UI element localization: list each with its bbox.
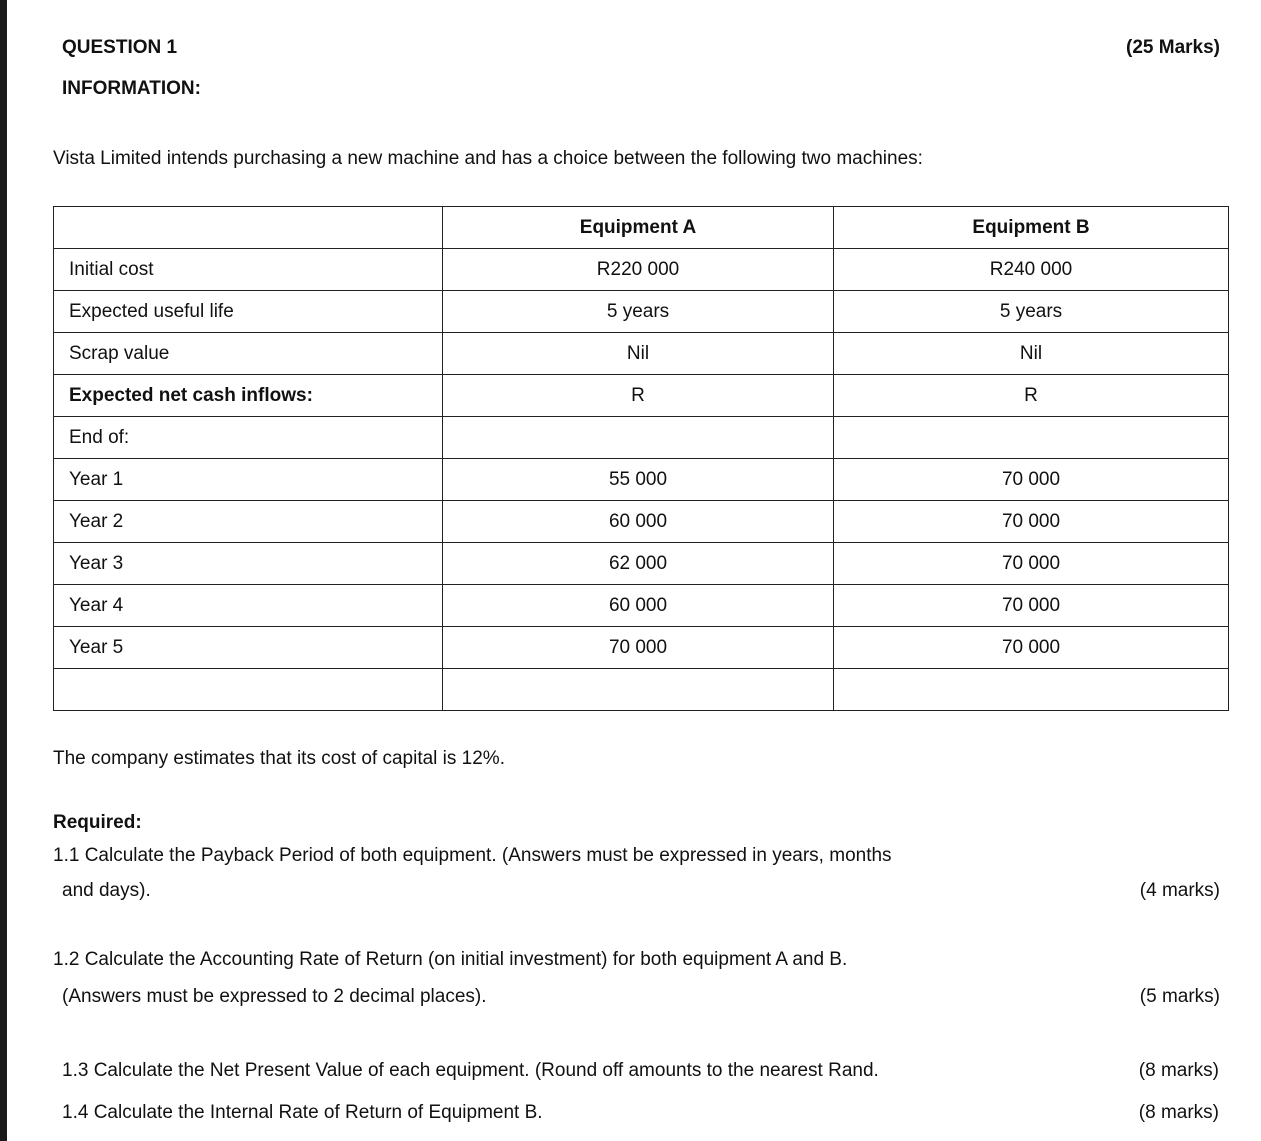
- question-1-2-text: 1.2 Calculate the Accounting Rate of Return (on initial investment) for both equipment A and B.: [53, 949, 848, 970]
- equipment-a-value: [443, 417, 834, 459]
- equipment-a-value: 60 000: [443, 585, 834, 627]
- equipment-b-value: 70 000: [834, 627, 1229, 669]
- question-1-1-text: 1.1 Calculate the Payback Period of both equipment. (Answers must be expressed in years, months: [53, 845, 892, 866]
- equipment-b-value: 70 000: [834, 585, 1229, 627]
- row-label: End of:: [54, 417, 443, 459]
- equipment-a-value: 60 000: [443, 501, 834, 543]
- question-1-1-marks: (4 marks): [1139, 880, 1220, 901]
- table-row: [54, 459, 1229, 501]
- equipment-a-value: R220 000: [443, 249, 834, 291]
- table-header-row: [54, 207, 1229, 249]
- equipment-table: [53, 206, 1229, 711]
- equipment-b-value: 70 000: [834, 543, 1229, 585]
- equipment-a-value: [443, 669, 834, 711]
- table-row: [54, 669, 1229, 711]
- row-label: Scrap value: [54, 333, 443, 375]
- question-1-4-marks: (8 marks): [1138, 1102, 1219, 1123]
- equipment-b-value: Nil: [834, 333, 1229, 375]
- table-header-cell: Equipment A: [443, 207, 834, 249]
- equipment-b-value: 5 years: [834, 291, 1229, 333]
- table-header-cell: Equipment B: [834, 207, 1229, 249]
- equipment-a-value: 55 000: [443, 459, 834, 501]
- equipment-b-value: [834, 669, 1229, 711]
- question-title: QUESTION 1: [62, 37, 178, 58]
- row-label: Year 5: [54, 627, 443, 669]
- question-1-3-marks: (8 marks): [1138, 1060, 1219, 1081]
- row-label: Expected net cash inflows:: [54, 375, 443, 417]
- equipment-a-value: R: [443, 375, 834, 417]
- equipment-b-value: 70 000: [834, 459, 1229, 501]
- equipment-b-value: 70 000: [834, 501, 1229, 543]
- row-label: [54, 669, 443, 711]
- equipment-b-value: [834, 417, 1229, 459]
- table-row: [54, 249, 1229, 291]
- row-label: Year 3: [54, 543, 443, 585]
- required-label: Required:: [53, 812, 142, 833]
- question-1-1-text-cont: and days).: [62, 880, 151, 901]
- equipment-a-value: 62 000: [443, 543, 834, 585]
- table-row: [54, 585, 1229, 627]
- equipment-a-value: 70 000: [443, 627, 834, 669]
- question-1-2-marks: (5 marks): [1139, 986, 1220, 1007]
- left-edge-bar: [0, 0, 7, 1141]
- question-marks: (25 Marks): [1126, 37, 1220, 58]
- question-1-2-text-cont: (Answers must be expressed to 2 decimal places).: [62, 986, 487, 1007]
- table-row: [54, 543, 1229, 585]
- row-label: Expected useful life: [54, 291, 443, 333]
- table-row: [54, 291, 1229, 333]
- equipment-a-value: Nil: [443, 333, 834, 375]
- row-label: Initial cost: [54, 249, 443, 291]
- table-row: [54, 333, 1229, 375]
- table-header-cell: [54, 207, 443, 249]
- row-label: Year 2: [54, 501, 443, 543]
- equipment-a-value: 5 years: [443, 291, 834, 333]
- equipment-b-value: R240 000: [834, 249, 1229, 291]
- row-label: Year 1: [54, 459, 443, 501]
- intro-text: Vista Limited intends purchasing a new machine and has a choice between the following two machines:: [53, 148, 923, 169]
- table-row: [54, 417, 1229, 459]
- table-row: [54, 501, 1229, 543]
- table-row: [54, 375, 1229, 417]
- information-label: INFORMATION:: [62, 78, 201, 99]
- row-label: Year 4: [54, 585, 443, 627]
- question-1-4-text: 1.4 Calculate the Internal Rate of Return of Equipment B.: [62, 1102, 543, 1123]
- equipment-b-value: R: [834, 375, 1229, 417]
- table-row: [54, 627, 1229, 669]
- question-1-3-text: 1.3 Calculate the Net Present Value of each equipment. (Round off amounts to the nearest Rand.: [62, 1060, 879, 1081]
- cost-of-capital-text: The company estimates that its cost of capital is 12%.: [53, 748, 505, 769]
